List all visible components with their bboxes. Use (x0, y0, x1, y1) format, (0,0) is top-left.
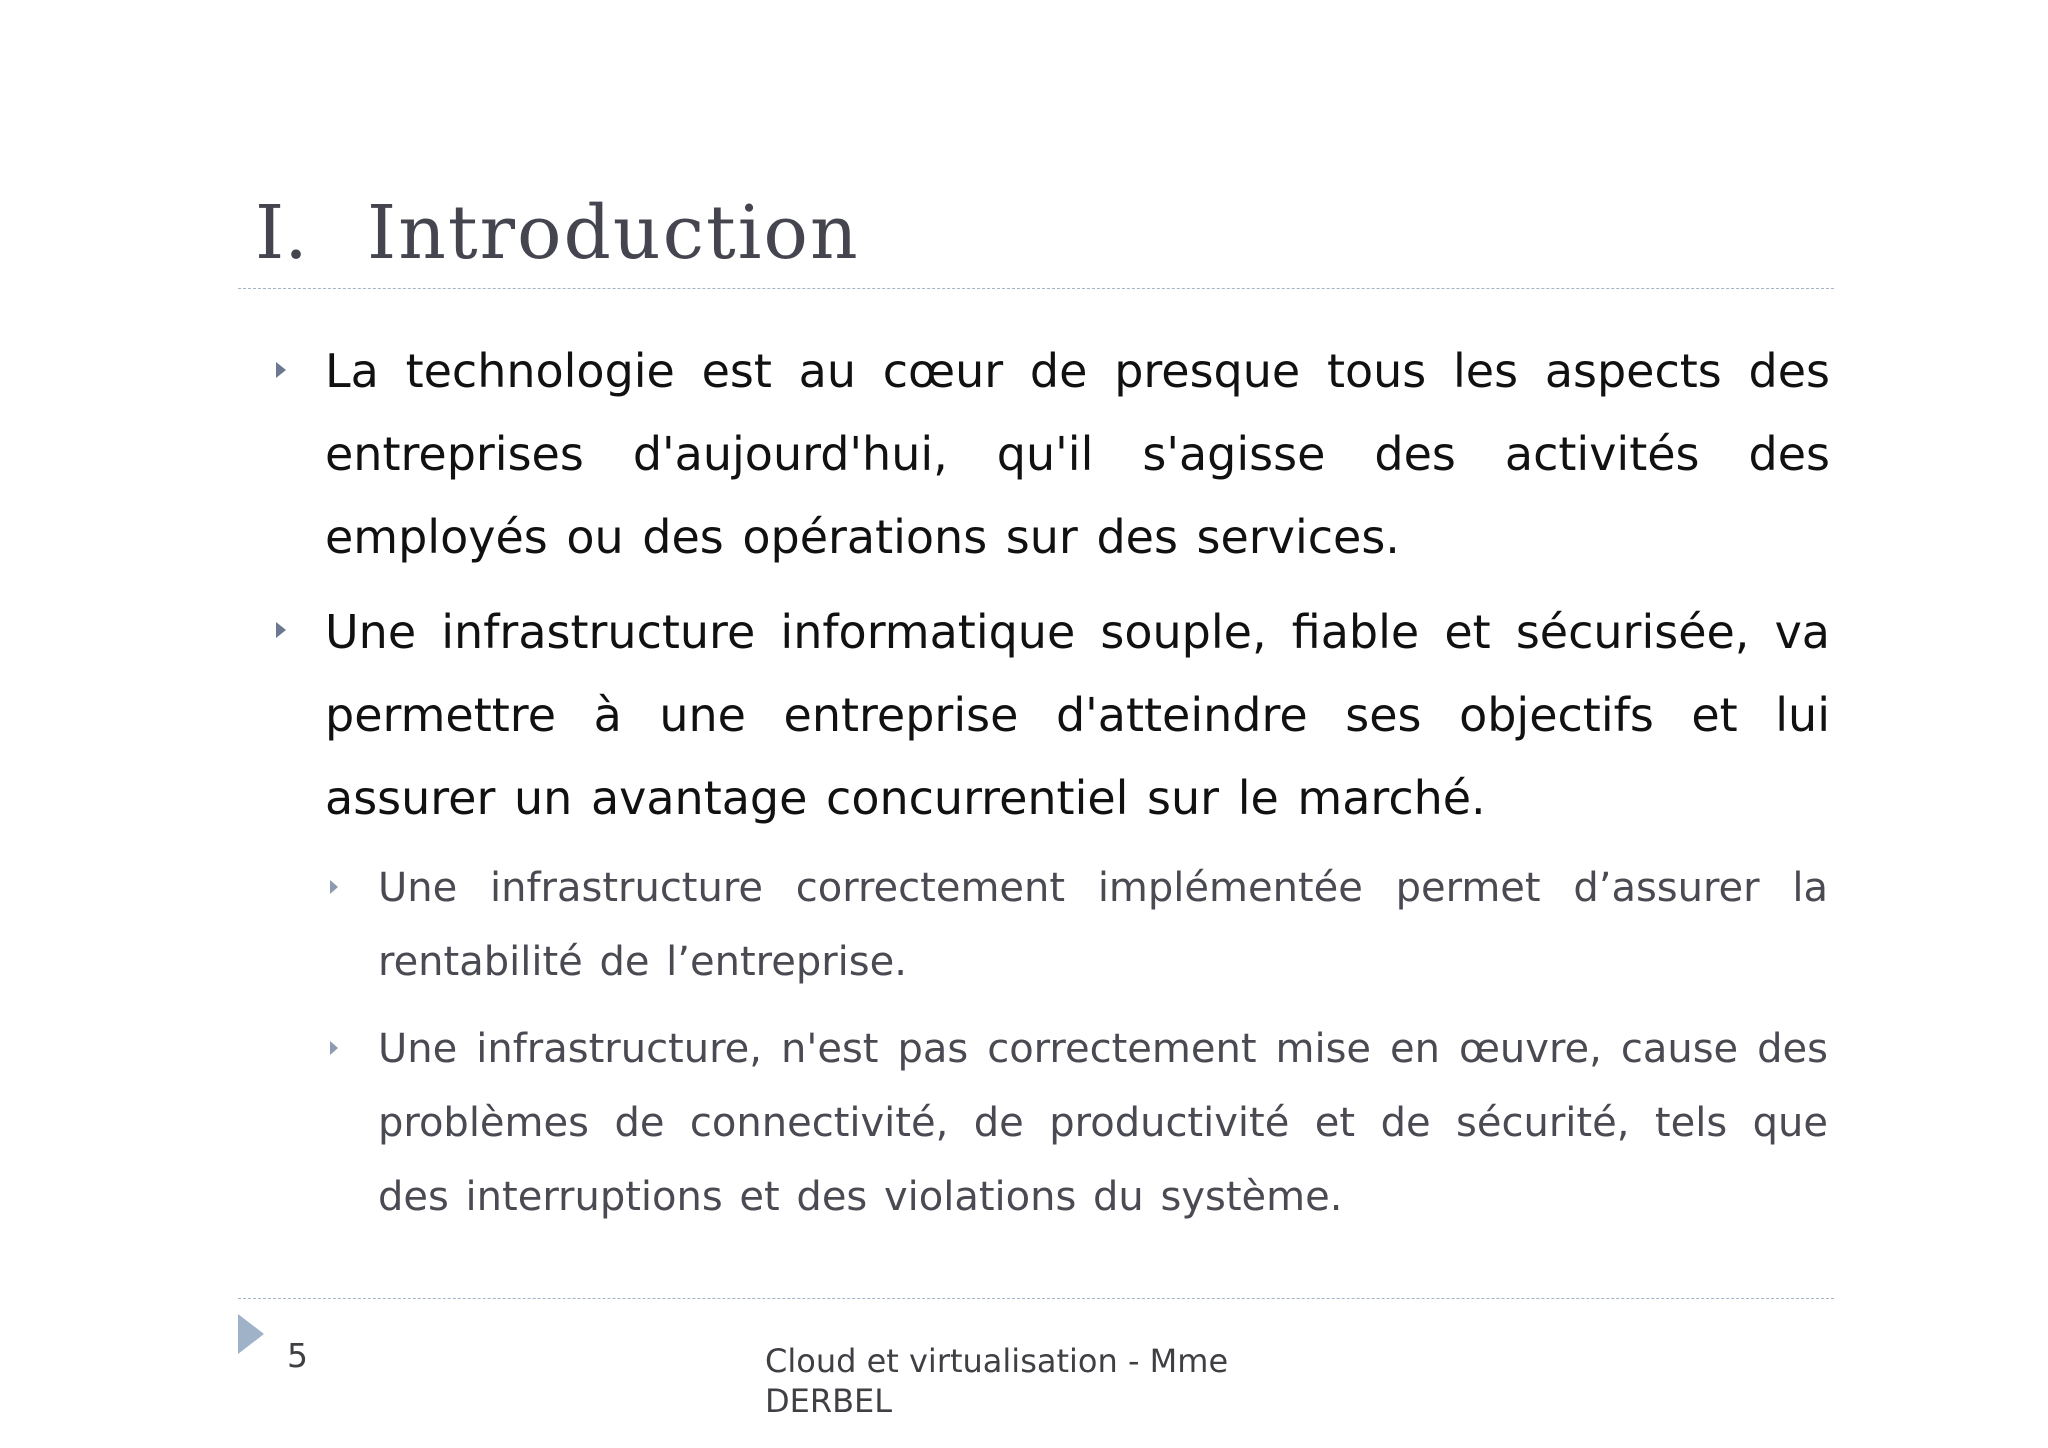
title-divider (238, 288, 1834, 289)
page-number: 5 (287, 1336, 308, 1375)
sub-bullet-arrow-icon (330, 880, 338, 894)
title-number: I. (255, 190, 308, 276)
footer-divider (238, 1298, 1834, 1299)
bullet-text: Une infrastructure informatique souple, fiable et sécurisée, va permettre à une entreprise d'atteindre ses objectifs et lui assurer un avantage concurrentiel sur le marché. (325, 605, 1830, 825)
bullet-arrow-icon (276, 362, 286, 378)
sub-bullet-arrow-icon (330, 1041, 338, 1055)
sub-bullet-text: Une infrastructure, n'est pas correctement mise en œuvre, cause des problèmes de connectivité, de productivité et de sécurité, tels que des interruptions et des violations du système. (378, 1026, 1828, 1220)
sub-bullet-text: Une infrastructure correctement implémentée permet d’assurer la rentabilité de l’entreprise. (378, 865, 1828, 985)
footer-text: Cloud et virtualisation - Mme DERBEL (765, 1342, 1229, 1420)
slide-title: Introduction (367, 190, 860, 276)
footer-arrow-icon (238, 1314, 264, 1354)
bullet-arrow-icon (276, 622, 286, 638)
bullet-text: La technologie est au cœur de presque tous les aspects des entreprises d'aujourd'hui, qu'il s'agisse des activités des employés ou des opérations sur des services. (325, 344, 1830, 564)
